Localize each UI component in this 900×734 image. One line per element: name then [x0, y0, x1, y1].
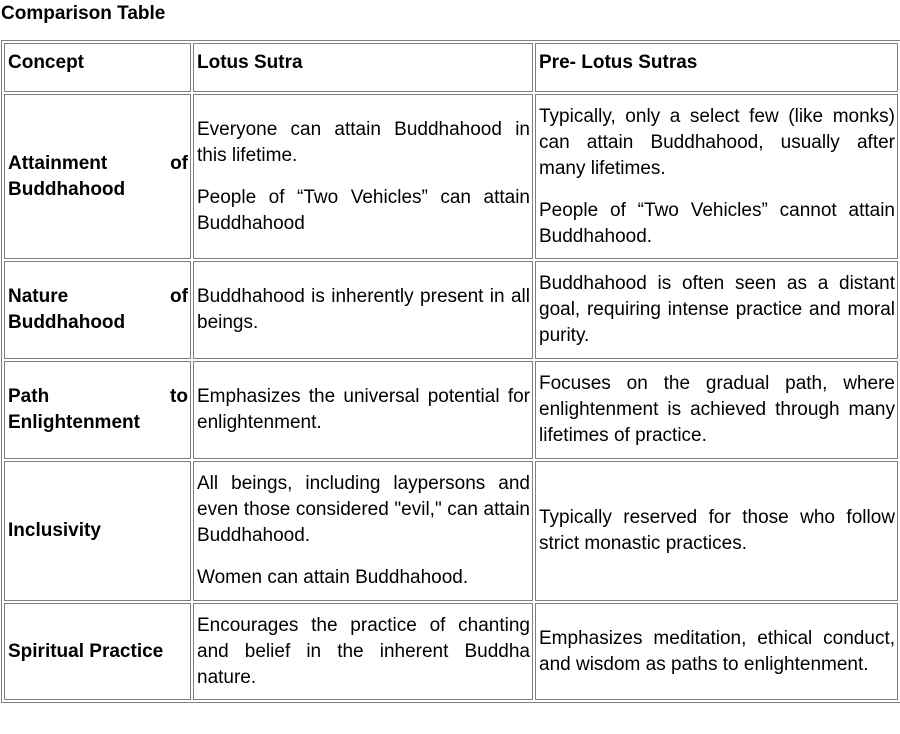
column-header-lotus-sutra: Lotus Sutra [193, 43, 533, 92]
lotus-sutra-cell [193, 361, 533, 459]
cell-paragraph: Typically reserved for those who follow strict monastic practices. [539, 507, 895, 554]
cell-paragraph: All beings, including laypersons and even those considered "evil," can attain Buddhahood. [197, 473, 530, 546]
pre-lotus-sutras-cell [535, 603, 898, 700]
table-row [4, 261, 898, 359]
cell-paragraph: Women can attain Buddhahood. [197, 567, 469, 588]
pre-lotus-sutras-cell [535, 461, 898, 601]
lotus-sutra-cell [193, 94, 533, 259]
pre-lotus-sutras-cell [535, 261, 898, 359]
cell-paragraph: People of “Two Vehicles” can attain Buddhahood [197, 186, 530, 234]
cell-paragraph: Buddhahood is often seen as a distant goal, requiring intense practice and moral purity. [539, 273, 895, 346]
lotus-sutra-cell [193, 603, 533, 700]
cell-paragraph: Emphasizes meditation, ethical conduct, and wisdom as paths to enlightenment. [539, 627, 895, 675]
lotus-sutra-cell [193, 461, 533, 601]
concept-cell: Attainment of Buddhahood [4, 94, 191, 259]
column-header-pre-lotus-sutras: Pre- Lotus Sutras [535, 43, 898, 92]
cell-paragraph: People of “Two Vehicles” cannot attain Buddhahood. [539, 199, 895, 247]
concept-cell: Spiritual Practice [4, 603, 191, 700]
pre-lotus-sutras-cell [535, 361, 898, 459]
cell-paragraph: Everyone can attain Buddhahood in this lifetime. [197, 118, 530, 166]
page-title: Comparison Table [1, 3, 166, 24]
cell-paragraph: Encourages the practice of chanting and belief in the inherent Buddha nature. [197, 614, 530, 688]
cell-paragraph: Focuses on the gradual path, where enlightenment is achieved through many lifetimes of practice. [539, 373, 895, 446]
concept-cell: Path to Enlightenment [4, 361, 191, 459]
table-row [4, 603, 898, 700]
cell-paragraph: Buddhahood is inherently present in all beings. [197, 286, 530, 333]
table-header-row [4, 43, 898, 92]
lotus-sutra-cell [193, 261, 533, 359]
comparison-table [1, 40, 900, 703]
table-row [4, 361, 898, 459]
cell-paragraph: Emphasizes the universal potential for enlightenment. [197, 386, 530, 433]
table-row [4, 94, 898, 259]
concept-cell: Nature of Buddhahood [4, 261, 191, 359]
table-row [4, 461, 898, 601]
pre-lotus-sutras-cell [535, 94, 898, 259]
cell-paragraph: Typically, only a select few (like monks) can attain Buddhahood, usually after many lifetimes. [539, 105, 895, 179]
concept-cell: Inclusivity [4, 461, 191, 601]
column-header-concept: Concept [4, 43, 191, 92]
